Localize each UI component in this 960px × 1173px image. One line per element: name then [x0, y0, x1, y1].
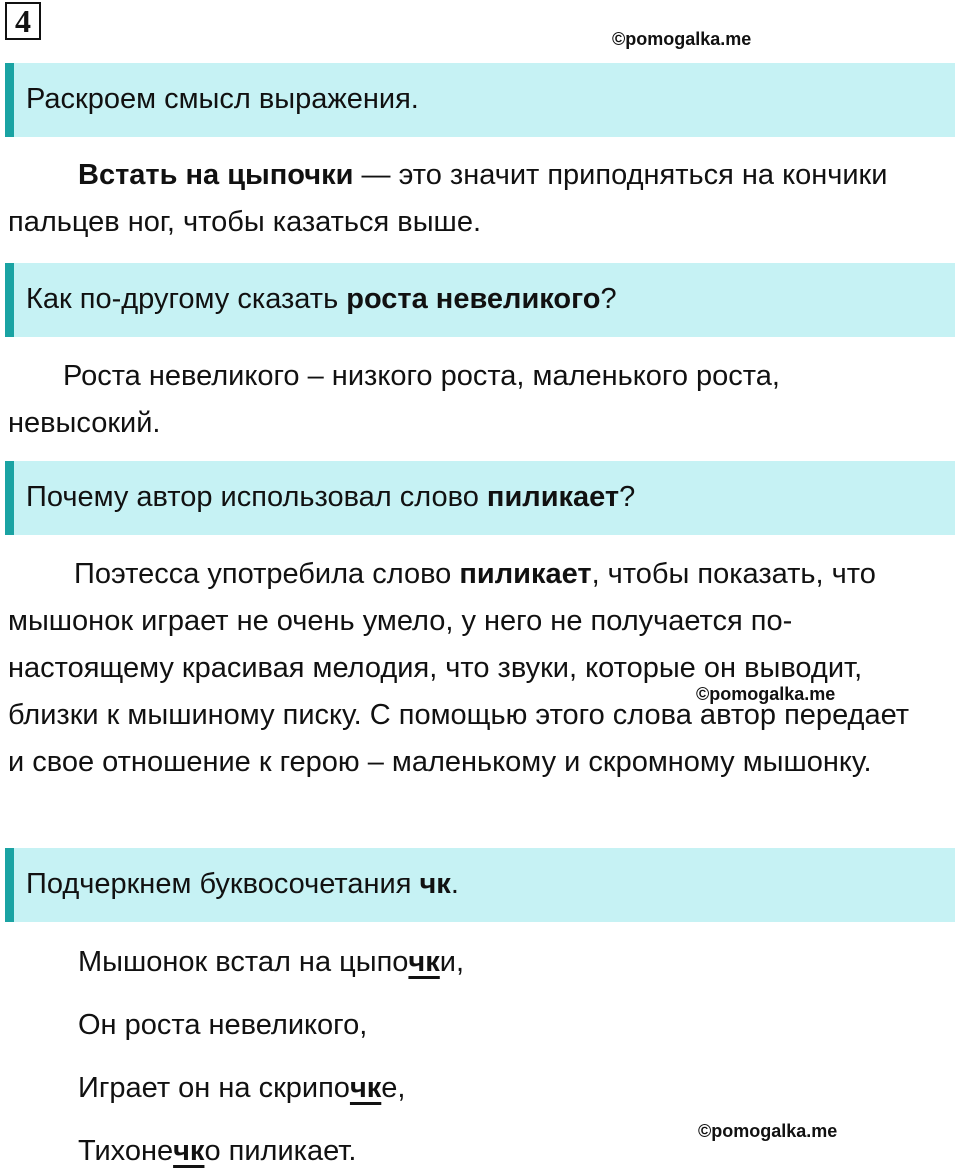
header-4-bold: чк — [419, 868, 451, 900]
body-3-bold: пиликает — [459, 558, 592, 590]
task-number: 4 — [5, 2, 41, 40]
section-body-1-text: — это значит приподняться на кончики пальцев ног, чтобы казаться выше. — [8, 159, 888, 238]
phrase-bold: Встать на цыпочки — [78, 159, 354, 191]
watermark-middle: ©pomogalka.me — [696, 684, 836, 704]
watermark: ©pomogalka.me — [612, 29, 752, 49]
poem-line-1-before: Мышонок встал на цыпо — [78, 946, 409, 978]
poem-line-3 — [78, 1068, 405, 1108]
poem-line-3-after: е, — [381, 1072, 406, 1104]
poem-line-2 — [78, 1005, 367, 1045]
poem-line-3-mark: чк — [349, 1072, 382, 1104]
header-4-after: . — [450, 868, 459, 900]
poem-line-1-after: и, — [439, 946, 465, 978]
watermark-bottom: ©pomogalka.me — [698, 1121, 838, 1141]
section-body-2-text: Роста невеликого – низкого роста, маленького роста, невысокий. — [8, 360, 780, 439]
section-body-3 — [8, 551, 928, 786]
section-header-3 — [5, 461, 955, 535]
poem-line-4-after: о пиликает. — [204, 1135, 357, 1167]
section-header-1 — [5, 63, 955, 137]
poem-line-1 — [78, 942, 464, 982]
poem-line-4-mark: чк — [173, 1135, 205, 1167]
section-header-4 — [5, 848, 955, 922]
poem-line-3-before: Играет он на скрипо — [78, 1072, 350, 1104]
header-3-after: ? — [619, 481, 636, 513]
section-header-2 — [5, 263, 955, 337]
section-body-1 — [8, 152, 928, 246]
poem-line-1-mark: чк — [408, 946, 440, 978]
section-header-1-text: Раскроем смысл выражения. — [26, 83, 419, 115]
poem-line-2-before: Он роста невеликого, — [78, 1009, 368, 1041]
header-3-before: Почему автор использовал слово — [26, 481, 487, 513]
body-3-before: Поэтесса употребила слово — [74, 558, 460, 590]
section-body-2 — [8, 353, 928, 447]
header-2-bold: роста невеликого — [346, 283, 601, 315]
header-2-before: Как по-другому сказать — [26, 283, 347, 315]
body-3-after: , чтобы показать, что мышонок играет не очень умело, у него не получается по-настоящему красивая мелодия, что звуки, которые он выводит, близки к мышиному писку. С помощью этого слова автор передает и свое отношение к герою – маленькому и скромному мышонку. — [8, 558, 910, 778]
header-2-after: ? — [600, 283, 617, 315]
header-4-before: Подчеркнем буквосочетания — [26, 868, 420, 900]
header-3-bold: пиликает — [486, 481, 620, 513]
poem-line-4-before: Тихоне — [78, 1135, 174, 1167]
poem-line-4 — [78, 1131, 356, 1171]
